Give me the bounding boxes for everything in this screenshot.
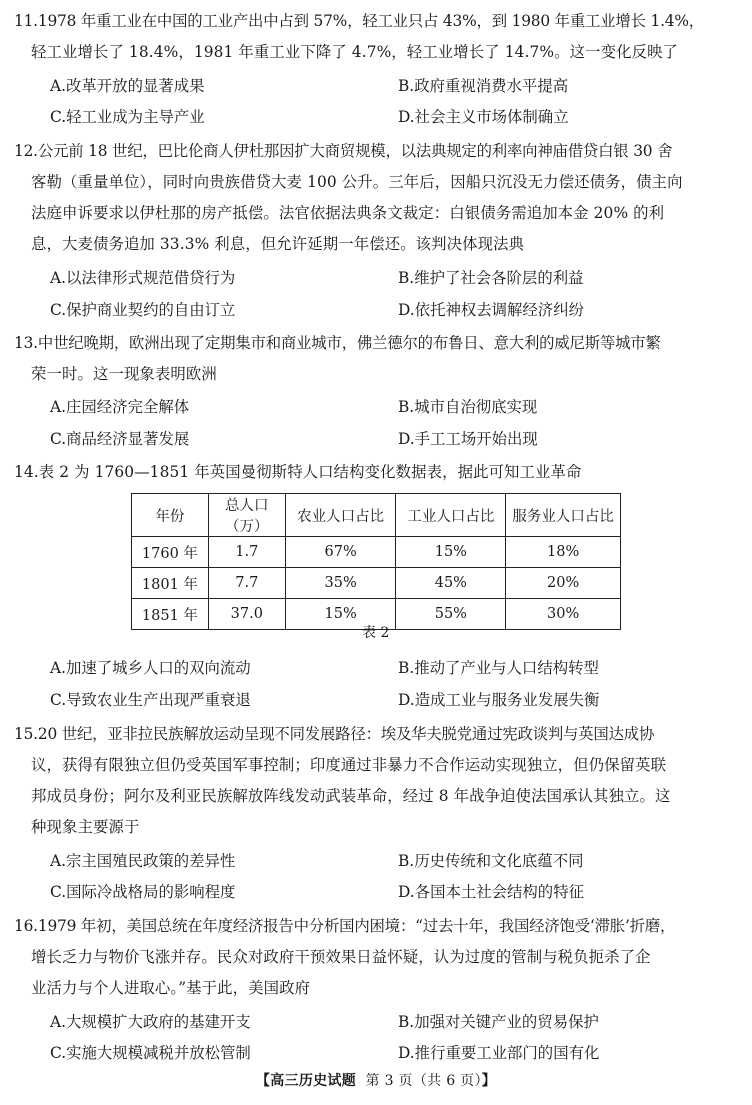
q12-line-1: 12.公元前 18 世纪，巴比伦商人伊杜那因扩大商贸规模，以法典规定的利率向神庙借贷白银 30 舍 [14, 142, 673, 160]
q11-option-c[interactable]: C.轻工业成为主导产业 [50, 108, 205, 126]
q14-option-d[interactable]: D.造成工业与服务业发展失衡 [398, 691, 600, 709]
q12-option-d[interactable]: D.依托神权去调解经济纠纷 [398, 301, 584, 319]
table-cell: 20% [506, 568, 621, 599]
q12-option-c[interactable]: C.保护商业契约的自由订立 [50, 301, 236, 319]
q11-option-d[interactable]: D.社会主义市场体制确立 [398, 108, 569, 126]
table-cell: 1.7 [208, 537, 285, 568]
q13-option-a[interactable]: A.庄园经济完全解体 [50, 398, 190, 416]
q15-line-1: 15.20 世纪，亚非拉民族解放运动呈现不同发展路径：埃及华夫脱党通过宪政谈判与英国达成协 [14, 725, 655, 743]
table-cell: 55% [396, 599, 506, 630]
q16-line-2: 增长乏力与物价飞涨并存。民众对政府干预效果日益怀疑，认为过度的管制与税负扼杀了企 [31, 948, 651, 966]
q16-option-d[interactable]: D.推行重要工业部门的国有化 [398, 1044, 600, 1062]
q16-option-c[interactable]: C.实施大规模减税并放松管制 [50, 1044, 251, 1062]
table-cell: 1851 年 [132, 599, 209, 630]
q14-option-b[interactable]: B.推动了产业与人口结构转型 [398, 659, 599, 677]
table-header-cell: 服务业人口占比 [506, 494, 621, 537]
table-cell: 18% [506, 537, 621, 568]
q15-option-d[interactable]: D.各国本土社会结构的特征 [398, 883, 584, 901]
q16-option-a[interactable]: A.大规模扩大政府的基建开支 [50, 1013, 251, 1031]
q12-option-b[interactable]: B.维护了社会各阶层的利益 [398, 269, 584, 287]
table-cell: 15% [285, 599, 396, 630]
table-header-cell: 总人口（万） [208, 494, 285, 537]
table-header-row [132, 494, 621, 537]
q16-line-3: 业活力与个人进取心。”基于此，美国政府 [31, 979, 311, 997]
table-cell: 15% [396, 537, 506, 568]
q12-line-3: 法庭申诉要求以伊杜那的房产抵偿。法官依据法典条文裁定：白银债务需追加本金 20% 的利 [31, 204, 665, 222]
q11-line-1: 11.1978 年重工业在中国的工业产出中占到 57%，轻工业只占 43%，到 1980 年重工业增长 1.4%， [14, 12, 705, 30]
table-caption: 表 2 [362, 625, 390, 641]
table-row [132, 568, 621, 599]
table-cell: 45% [396, 568, 506, 599]
q15-option-c[interactable]: C.国际冷战格局的影响程度 [50, 883, 236, 901]
q15-option-a[interactable]: A.宗主国殖民政策的差异性 [50, 852, 236, 870]
q15-option-b[interactable]: B.历史传统和文化底蕴不同 [398, 852, 584, 870]
footer-page-info: 第 3 页（共 6 页） [365, 1073, 482, 1089]
table-cell: 67% [285, 537, 396, 568]
table-cell: 35% [285, 568, 396, 599]
table-cell: 1801 年 [132, 568, 209, 599]
table-header-cell: 年份 [132, 494, 209, 537]
page-footer [0, 1071, 752, 1091]
q15-line-4: 种现象主要源于 [31, 818, 140, 836]
q13-option-d[interactable]: D.手工工场开始出现 [398, 430, 538, 448]
q13-line-2: 荣一时。这一现象表明欧洲 [31, 365, 217, 383]
table-header-cell: 农业人口占比 [285, 494, 396, 537]
q11-option-b[interactable]: B.政府重视消费水平提高 [398, 77, 569, 95]
q13-line-1: 13.中世纪晚期，欧洲出现了定期集市和商业城市，佛兰德尔的布鲁日、意大利的威尼斯等城市繁 [14, 334, 661, 352]
table-cell: 1760 年 [132, 537, 209, 568]
population-structure-table [131, 493, 621, 630]
table-row [132, 537, 621, 568]
footer-close-bracket: 】 [481, 1073, 497, 1089]
q11-option-a[interactable]: A.改革开放的显著成果 [50, 77, 205, 95]
table-cell: 37.0 [208, 599, 285, 630]
q12-line-4: 息，大麦债务追加 33.3% 利息，但允许延期一年偿还。该判决体现法典 [31, 235, 525, 253]
footer-title: 高三历史试题 [270, 1073, 357, 1089]
footer-open-bracket: 【 [255, 1073, 271, 1089]
table-header-cell: 工业人口占比 [396, 494, 506, 537]
q16-option-b[interactable]: B.加强对关键产业的贸易保护 [398, 1013, 599, 1031]
q14-option-c[interactable]: C.导致农业生产出现严重衰退 [50, 691, 251, 709]
q14-option-a[interactable]: A.加速了城乡人口的双向流动 [50, 659, 251, 677]
table-cell: 30% [506, 599, 621, 630]
q16-line-1: 16.1979 年初，美国总统在年度经济报告中分析国内困境：“过去十年，我国经济饱受‘滞胀’折磨， [14, 917, 676, 935]
q13-option-c[interactable]: C.商品经济显著发展 [50, 430, 190, 448]
q12-option-a[interactable]: A.以法律形式规范借贷行为 [50, 269, 236, 287]
q13-option-b[interactable]: B.城市自治彻底实现 [398, 398, 538, 416]
q12-line-2: 客勒（重量单位），同时向贵族借贷大麦 100 公升。三年后，因船只沉没无力偿还债务，债主向 [31, 173, 683, 191]
q15-line-2: 议，获得有限独立但仍受英国军事控制；印度通过非暴力不合作运动实现独立，但仍保留英联 [31, 756, 667, 774]
q15-line-3: 邦成员身份；阿尔及利亚民族解放阵线发动武装革命，经过 8 年战争迫使法国承认其独立。这 [31, 787, 671, 805]
q14-line-1: 14.表 2 为 1760—1851 年英国曼彻斯特人口结构变化数据表，据此可知工业革命 [14, 463, 582, 481]
q11-line-2: 轻工业增长了 18.4%，1981 年重工业下降了 4.7%，轻工业增长了 14.7%。这一变化反映了 [31, 43, 679, 61]
table-cell: 7.7 [208, 568, 285, 599]
